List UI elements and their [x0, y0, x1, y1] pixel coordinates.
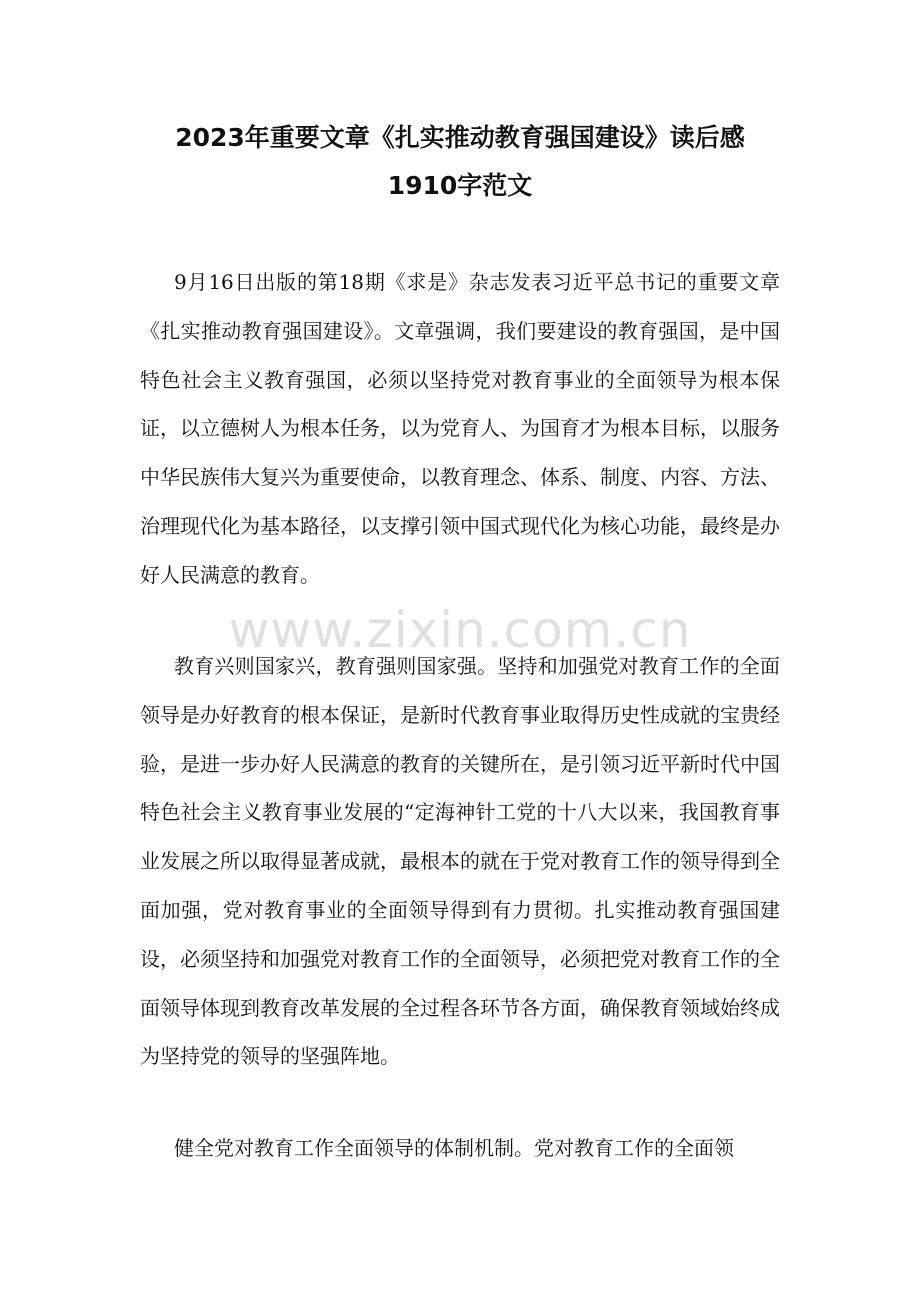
watermark: www.zixin.com.cn — [228, 601, 692, 659]
body-paragraph-3: 健全党对教育工作全面领导的体制机制。党对教育工作的全面领 — [174, 1136, 734, 1160]
body-paragraph-1: 9月16日出版的第18期《求是》杂志发表习近平总书记的重要文章《扎实推动教育强国建设》。文章强调，我们要建设的教育强国，是中国特色社会主义教育强国，必须以坚持党对教育事业的全面领导为根本保证，以立德树人为根本任务，以为党育人、为国育才为根本目标，以服务中华民族伟大复兴为重要使命，以教育理念、体系、制度、内容、方法、治理现代化为基本路径，以支撑引领中国式现代化为核心功能，最终是办好人民满意的教育。 — [140, 270, 780, 587]
document-title-line-2: 1910字范文 — [387, 171, 533, 200]
body-paragraph-2: 教育兴则国家兴，教育强则国家强。坚持和加强党对教育工作的全面领导是办好教育的根本保证，是新时代教育事业取得历史性成就的宝贵经验，是进一步办好人民满意的教育的关键所在，是引领习近平新时代中国特色社会主义教育事业发展的“定海神针工党的十八大以来，我国教育事业发展之所以取得显著成就，最根本的就在于党对教育工作的领导得到全面加强，党对教育事业的全面领导得到有力贯彻。扎实推动教育强国建设，必须坚持和加强党对教育工作的全面领导，必须把党对教育工作的全面领导体现到教育改革发展的全过程各环节各方面，确保教育领域始终成为坚持党的领导的坚强阵地。 — [140, 654, 780, 1069]
document-title-line-1: 2023年重要文章《扎实推动教育强国建设》读后感 — [175, 123, 745, 152]
